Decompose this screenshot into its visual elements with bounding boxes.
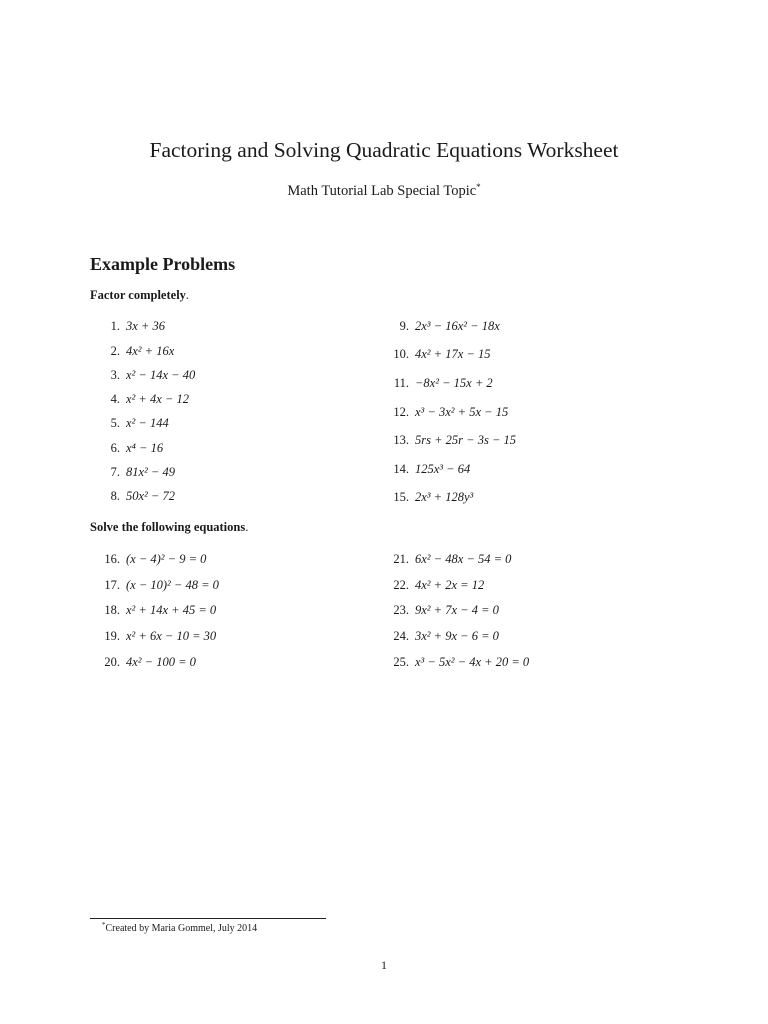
worksheet-subtitle bbox=[0, 182, 768, 200]
problem-number: 2. bbox=[110, 344, 120, 358]
problem-number: 4. bbox=[110, 392, 120, 406]
problem-item bbox=[92, 551, 206, 567]
problem-item bbox=[381, 346, 490, 362]
problem-item bbox=[92, 440, 163, 456]
problem-expression: x² − 14x − 40 bbox=[126, 368, 196, 382]
problem-expression: 125x³ − 64 bbox=[415, 462, 471, 476]
problem-number: 23. bbox=[393, 603, 409, 617]
section-heading: Example Problems bbox=[90, 254, 236, 274]
solve-instruction bbox=[90, 520, 248, 535]
problem-number: 16. bbox=[104, 552, 120, 566]
problem-number: 3. bbox=[110, 368, 120, 382]
problem-expression: 2x³ − 16x² − 18x bbox=[415, 319, 500, 333]
footnote-mark: * bbox=[102, 921, 106, 929]
problem-item bbox=[92, 391, 189, 407]
problem-item bbox=[381, 404, 508, 420]
problem-item bbox=[381, 461, 470, 477]
problem-number: 24. bbox=[393, 629, 409, 643]
problem-item bbox=[92, 488, 175, 504]
problem-expression: x³ − 3x² + 5x − 15 bbox=[415, 405, 509, 419]
footnote bbox=[102, 921, 257, 934]
factor-instruction-text: Factor completely bbox=[90, 288, 186, 302]
problem-expression: 4x² + 2x = 12 bbox=[415, 578, 485, 592]
problem-expression: 5rs + 25r − 3s − 15 bbox=[415, 433, 517, 447]
solve-instruction-period: . bbox=[245, 520, 249, 534]
problem-number: 17. bbox=[104, 578, 120, 592]
problem-item bbox=[381, 551, 511, 567]
footnote-text: Created by Maria Gommel, July 2014 bbox=[105, 923, 258, 934]
problem-item bbox=[381, 654, 529, 670]
problem-item bbox=[92, 628, 216, 644]
footnote-divider bbox=[90, 918, 326, 919]
problem-number: 25. bbox=[393, 655, 409, 669]
factor-instruction-period: . bbox=[185, 288, 190, 302]
problem-number: 10. bbox=[393, 347, 409, 361]
problem-number: 11. bbox=[393, 376, 409, 390]
problem-number: 7. bbox=[110, 465, 120, 479]
problem-expression: 4x² − 100 = 0 bbox=[126, 655, 196, 669]
problem-expression: 4x² + 16x bbox=[126, 344, 175, 358]
subtitle-text: Math Tutorial Lab Special Topic bbox=[287, 183, 477, 199]
problem-number: 21. bbox=[393, 552, 409, 566]
problem-expression: (x − 4)² − 9 = 0 bbox=[126, 552, 207, 566]
problem-expression: x⁴ − 16 bbox=[126, 441, 164, 455]
problem-expression: x² + 6x − 10 = 30 bbox=[126, 629, 217, 643]
problem-expression: 2x³ + 128y³ bbox=[415, 490, 474, 504]
problem-item bbox=[381, 628, 499, 644]
problem-expression: 4x² + 17x − 15 bbox=[415, 347, 491, 361]
problem-number: 22. bbox=[393, 578, 409, 592]
problem-item bbox=[381, 432, 516, 448]
page-number: 1 bbox=[381, 958, 387, 972]
problem-expression: 50x² − 72 bbox=[126, 489, 175, 503]
factor-instruction bbox=[90, 288, 189, 303]
problem-number: 6. bbox=[110, 441, 120, 455]
problem-expression: 3x² + 9x − 6 = 0 bbox=[415, 629, 499, 643]
problem-number: 12. bbox=[393, 405, 409, 419]
worksheet-title: Factoring and Solving Quadratic Equations Worksheet bbox=[149, 138, 619, 162]
problem-number: 14. bbox=[393, 462, 409, 476]
problem-expression: 6x² − 48x − 54 = 0 bbox=[415, 552, 512, 566]
problem-number: 5. bbox=[110, 416, 120, 430]
problem-item bbox=[92, 602, 216, 618]
problem-number: 15. bbox=[393, 490, 409, 504]
problem-item bbox=[92, 343, 174, 359]
problem-number: 19. bbox=[104, 629, 120, 643]
problem-item bbox=[381, 318, 500, 334]
problem-number: 13. bbox=[393, 433, 409, 447]
problem-item bbox=[381, 489, 473, 505]
problem-item bbox=[92, 654, 196, 670]
problem-item bbox=[92, 415, 169, 431]
problem-item bbox=[92, 318, 165, 334]
problem-item bbox=[92, 577, 219, 593]
subtitle-footnote-mark: * bbox=[476, 182, 481, 192]
problem-expression: −8x² − 15x + 2 bbox=[415, 376, 493, 390]
problem-item bbox=[92, 464, 175, 480]
solve-instruction-text: Solve the following equations bbox=[90, 520, 246, 534]
problem-item bbox=[381, 577, 484, 593]
problem-expression: (x − 10)² − 48 = 0 bbox=[126, 578, 219, 592]
problem-item bbox=[92, 367, 195, 383]
problem-item bbox=[381, 375, 493, 391]
problem-number: 9. bbox=[399, 319, 409, 333]
problem-expression: 81x² − 49 bbox=[126, 465, 175, 479]
problem-expression: x³ − 5x² − 4x + 20 = 0 bbox=[415, 655, 530, 669]
problem-expression: 3x + 36 bbox=[126, 319, 165, 333]
problem-expression: x² − 144 bbox=[126, 416, 169, 430]
problem-expression: 9x² + 7x − 4 = 0 bbox=[415, 603, 499, 617]
problem-number: 18. bbox=[104, 603, 120, 617]
problem-number: 1. bbox=[110, 319, 120, 333]
problem-item bbox=[381, 602, 499, 618]
problem-expression: x² + 14x + 45 = 0 bbox=[126, 603, 217, 617]
problem-number: 20. bbox=[104, 655, 120, 669]
problem-number: 8. bbox=[110, 489, 120, 503]
problem-expression: x² + 4x − 12 bbox=[126, 392, 189, 406]
